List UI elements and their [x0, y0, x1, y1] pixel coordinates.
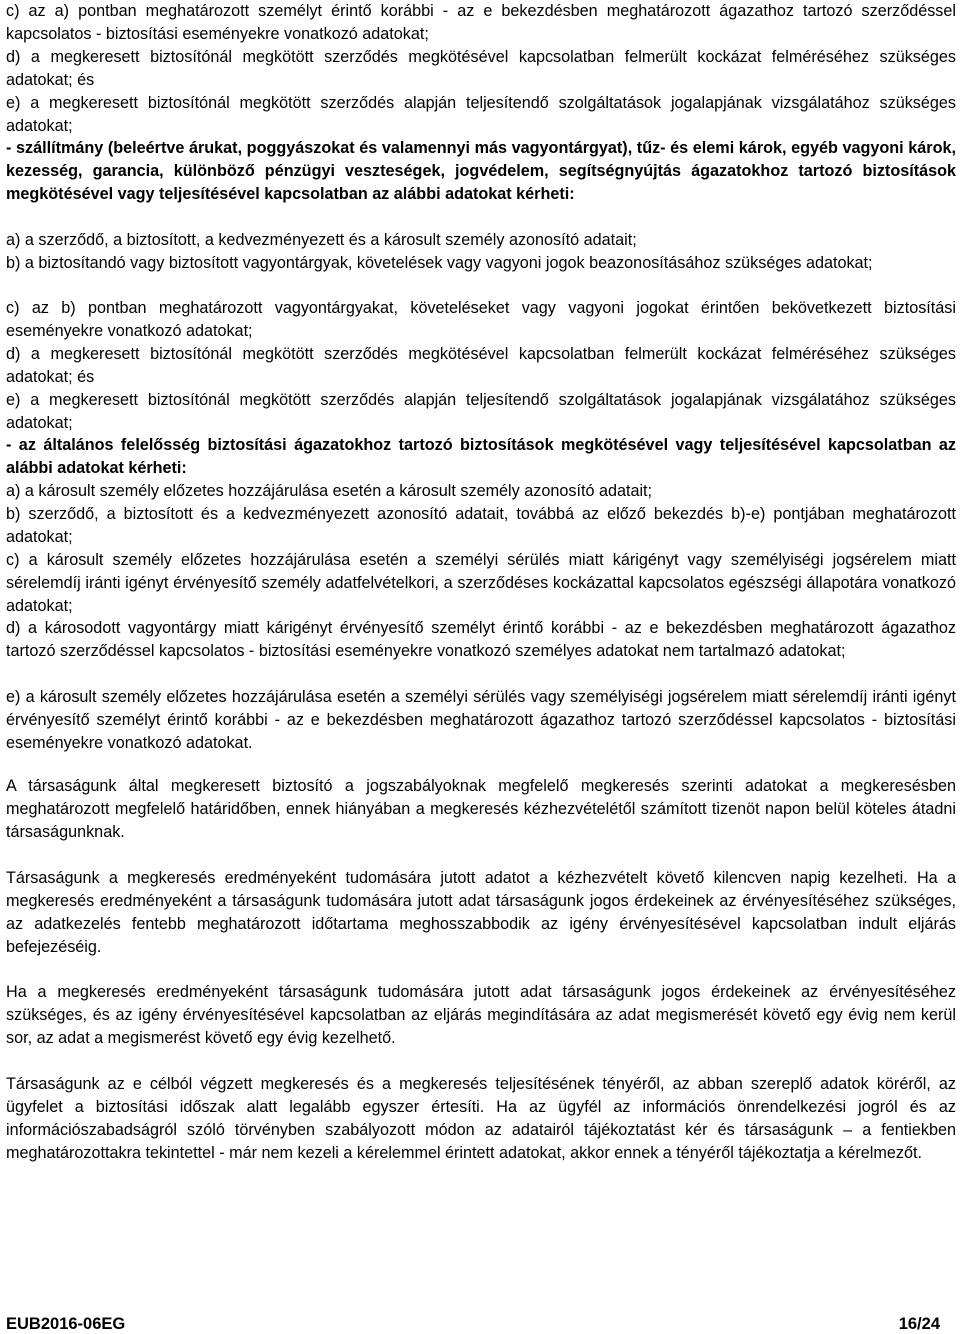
- list2-item-c: c) az b) pontban meghatározott vagyontárgyakat, követeléseket vagy vagyoni jogokat érintően bekövetkezett biztosítási eseményekre vonatkozó adatokat;: [6, 299, 956, 340]
- paragraph-customer-notice: Társaságunk az e célból végzett megkeresés és a megkeresés teljesítésének tényéről, az abban szereplő adatok köréről, az ügyfelet a biztosítási időszak alatt legalább egyszer értesíti. Ha az ügyfél az információs önrendelkezési jogról és az információszabadságról szóló törvényben szabályozott módon az adatairól tájékoztatást kér és társaságunk – a fentiekben meghatározottakra tekintettel - már nem kezeli a kérelemmel érintett adatokat, akkor ennek a tényéről tájékoztatja a kérelmezőt.: [6, 1075, 956, 1162]
- section-heading-property: - szállítmány (beleértve árukat, poggyászokat és valamennyi más vagyontárgyat), tűz- és elemi károk, egyéb vagyoni károk, kezesség, garancia, különböző pénzügyi veszteségek, jogvédelem, segítségnyújtás ágazatokhoz tartozó biztosítások megkötésével vagy teljesítésével kapcsolatban az alábbi adatokat kérheti:: [6, 139, 956, 203]
- paragraph-deadline: A társaságunk által megkeresett biztosító a jogszabályoknak megfelelő megkeresés szerinti adatokat a megkeresésben meghatározott megfelelő határidőben, ennek hiányában a megkeresés kézhezvételétől számított tizenöt napon belül köteles átadni társaságunknak.: [6, 777, 956, 841]
- list2-item-b: b) a biztosítandó vagy biztosított vagyontárgyak, követelések vagy vagyoni jogok beazonosításához szükséges adatokat;: [6, 254, 873, 272]
- list3-item-d: d) a károsodott vagyontárgy miatt kárigényt érvényesítő személyt érintő korábbi - az e bekezdésben meghatározott ágazathoz tartozó szerződéssel kapcsolatos - biztosítási eseményekre vonatkozó személyes adatokat nem tartalmazó adatokat;: [6, 619, 956, 660]
- section-heading-liability: - az általános felelősség biztosítási ágazatokhoz tartozó biztosítások megkötésével vagy teljesítésével kapcsolatban az alábbi adatokat kérheti:: [6, 436, 956, 477]
- list2-item-d: d) a megkeresett biztosítónál megkötött szerződés megkötésével kapcsolatban felmerült kockázat felméréséhez szükséges adatokat; és: [6, 345, 956, 386]
- list1-item-e: e) a megkeresett biztosítónál megkötött szerződés alapján teljesítendő szolgáltatások jogalapjának vizsgálatához szükséges adatokat;: [6, 94, 956, 135]
- footer-document-id: EUB2016-06EG: [6, 1315, 126, 1333]
- list3-item-c: c) a károsult személy előzetes hozzájárulása esetén a személyi sérülés miatt kárigényt vagy személyiségi jogsérelem miatt sérelemdíj iránti igényt érvényesítő személy adatfelvételkori, a szerződéses kockázattal kapcsolatos egészségi állapotára vonatkozó adatokat;: [6, 551, 956, 615]
- list3-item-e: e) a károsult személy előzetes hozzájárulása esetén a személyi sérülés vagy személyiségi jogsérelem miatt sérelemdíj iránti igényt érvényesítő személyt érintő korábbi - az e bekezdésben meghatározott ágazathoz tartozó szerződéssel kapcsolatos - biztosítási eseményekre vonatkozó adatokat.: [6, 688, 956, 752]
- list1-item-d: d) a megkeresett biztosítónál megkötött szerződés megkötésével kapcsolatban felmerült kockázat felméréséhez szükséges adatokat; és: [6, 48, 956, 89]
- list3-item-b: b) szerződő, a biztosított és a kedvezményezett azonosító adatait, továbbá az előző bekezdés b)-e) pontjában meghatározott adatokat;: [6, 505, 956, 546]
- paragraph-retention: Társaságunk a megkeresés eredményeként tudomására jutott adatot a kézhezvételt követő kilencven napig kezelheti. Ha a megkeresés eredményeként a társaságunk tudomására jutott adat társaságunk jogos érdekeinek az érvényesítéséhez szükséges, az adatkezelés fentebb meghatározott időtartama meghosszabbodik az igény érvényesítésével kapcsolatban indult eljárás befejezéséig.: [6, 869, 956, 956]
- list3-item-a: a) a károsult személy előzetes hozzájárulása esetén a károsult személy azonosító adatait;: [6, 482, 653, 500]
- list1-item-c: c) az a) pontban meghatározott személyt érintő korábbi - az e bekezdésben meghatározott ágazathoz tartozó szerződéssel kapcsolatos - biztosítási eseményekre vonatkozó adatokat;: [6, 2, 956, 43]
- list2-item-e: e) a megkeresett biztosítónál megkötött szerződés alapján teljesítendő szolgáltatások jogalapjának vizsgálatához szükséges adatokat;: [6, 391, 956, 432]
- list2-item-a: a) a szerződő, a biztosított, a kedvezményezett és a károsult személy azonosító adatait;: [6, 231, 637, 249]
- footer-page-number: 16/24: [898, 1315, 940, 1333]
- paragraph-claim-enforcement: Ha a megkeresés eredményeként társaságunk tudomására jutott adat társaságunk jogos érdekeinek az érvényesítéséhez szükséges, és az igény érvényesítésével kapcsolatban az eljárás megindítására az adat megismerését követő egy évig nem kerül sor, az adat a megismerést követő egy évig kezelhető.: [6, 983, 956, 1047]
